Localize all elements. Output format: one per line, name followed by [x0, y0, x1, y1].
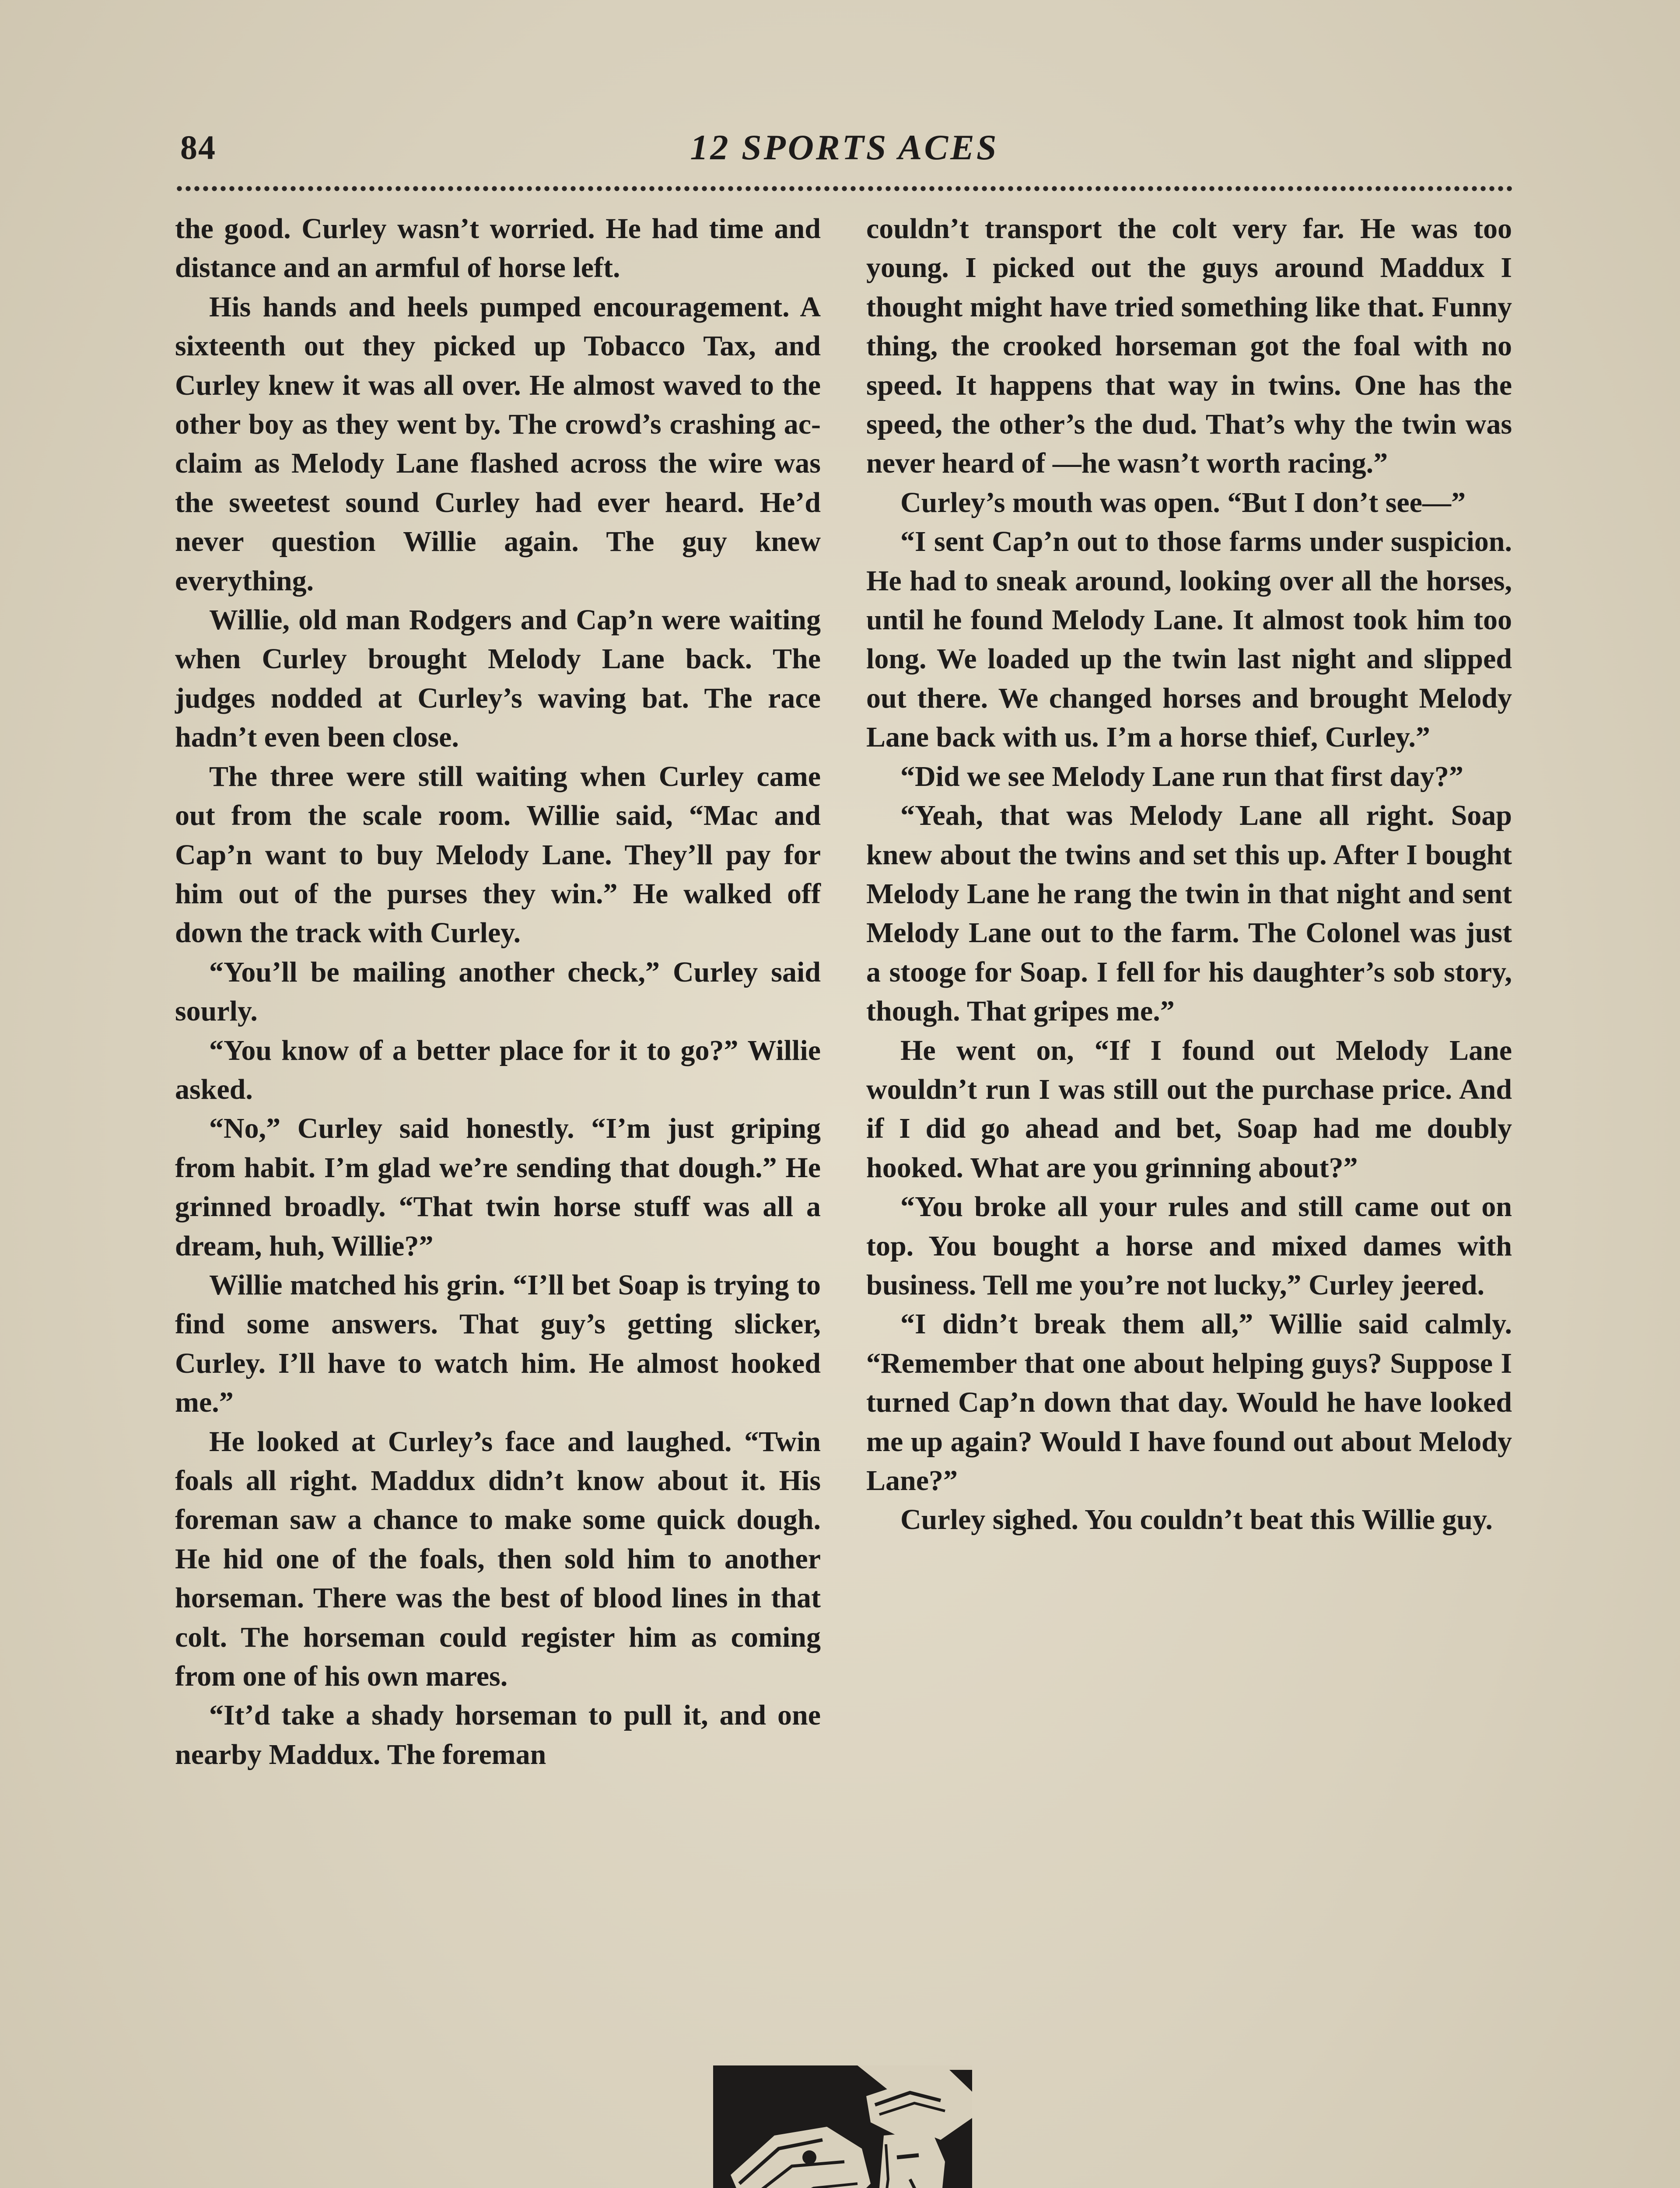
- dotted-rule: [175, 185, 1514, 193]
- paragraph: Willie, old man Rodgers and Cap’n were waiting when Curley brought Melody Lane back. The judges nodded at Curley’s waving bat. The race hadn’t even been close.: [175, 604, 821, 754]
- paragraph: He went on, “If I found out Melody Lane wouldn’t run I was still out the purchase price. And if I did go ahead and bet, Soap had me doubly hooked. What are you grinning about?”: [866, 1034, 1512, 1184]
- paragraph: “Yeah, that was Melody Lane all right. Soap knew about the twins and set this up. After I bought Melody Lane he rang the twin in that night and sent Melody Lane out to the farm. The Colonel was just a stooge for Soap. I fell for his daughter’s sob story, though. That gripes me.”: [866, 799, 1512, 1027]
- paragraph: “It’d take a shady horseman to pull it, and one nearby Maddux. The foreman: [175, 1699, 821, 1771]
- paragraph: He looked at Curley’s face and laughed. “Twin foals all right. Maddux didn’t know about it. His foreman saw a chance to make some quick dough. He hid one of the foals, then sold him to another horseman. There was the best of blood lines in that colt. The horseman could register him as coming from one of his own mares.: [175, 1425, 821, 1693]
- paragraph: Curley sighed. You couldn’t beat this Willie guy.: [900, 1504, 1493, 1536]
- paragraph: “I didn’t break them all,” Willie said calmly. “Remember that one about helping guys? Suppose I turned Cap’n down that day. Would he have looked me up again? Would I have found out about Melody Lane?”: [866, 1308, 1512, 1497]
- left-column: [175, 209, 821, 1774]
- running-title: 12 SPORTS ACES: [690, 127, 999, 167]
- paragraph: “No,” Curley said honestly. “I’m just griping from habit. I’m glad we’re sending that dough.” He grinned broadly. “That twin horse stuff was all a dream, huh, Willie?”: [175, 1112, 821, 1262]
- paragraph: couldn’t transport the colt very far. He was too young. I picked out the guys around Maddux I thought might have tried something like that. Funny thing, the crooked horseman got the foal with no speed. It happens that way in twins. One has the speed, the other’s the dud. That’s why the twin was never heard of —he wasn’t worth racing.”: [866, 213, 1512, 480]
- paragraph: “Did we see Melody Lane run that first day?”: [900, 760, 1463, 792]
- paragraph: His hands and heels pumped encouragement. A sixteenth out they picked up Tobacco Tax, and Curley knew it was all over. He almost waved to the other boy as they went by. The crowd’s crashing acclaim as Melody Lane flashed across the wire was the sweetest sound Curley had ever heard. He’d never question Willie again. The guy knew everything.: [175, 291, 821, 597]
- page-header: [175, 123, 1514, 172]
- paragraph: “You’ll be mailing another check,” Curley said sourly.: [175, 956, 821, 1027]
- paragraph: The three were still waiting when Curley came out from the scale room. Willie said, “Mac and Cap’n want to buy Melody Lane. They’ll pay for him out of the purses they win.” He walked off down the track with Curley.: [175, 760, 821, 949]
- paragraph: Willie matched his grin. “I’ll bet Soap is trying to find some answers. That guy’s getting slicker, Curley. I’ll have to watch him. He almost hooked me.”: [175, 1269, 821, 1419]
- paragraph: the good. Curley wasn’t worried. He had time and distance and an armful of horse left.: [175, 213, 821, 284]
- page-number: 84: [180, 128, 216, 166]
- paragraph: “You broke all your rules and still came out on top. You bought a horse and mixed dames with business. Tell me you’re not lucky,” Curley jeered.: [866, 1191, 1512, 1301]
- paragraph: Curley’s mouth was open. “But I don’t see—”: [900, 486, 1466, 519]
- jockey-horse-woodcut-icon: [713, 2065, 972, 2188]
- right-column: [866, 209, 1512, 1539]
- paragraph: “You know of a better place for it to go?” Willie asked.: [175, 1034, 821, 1105]
- paragraph: “I sent Cap’n out to those farms under suspicion. He had to sneak around, looking over all the horses, until he found Melody Lane. It almost took him too long. We loaded up the twin last night and slipped out there. We changed horses and brought Melody Lane back with us. I’m a horse thief, Curley.”: [866, 526, 1512, 754]
